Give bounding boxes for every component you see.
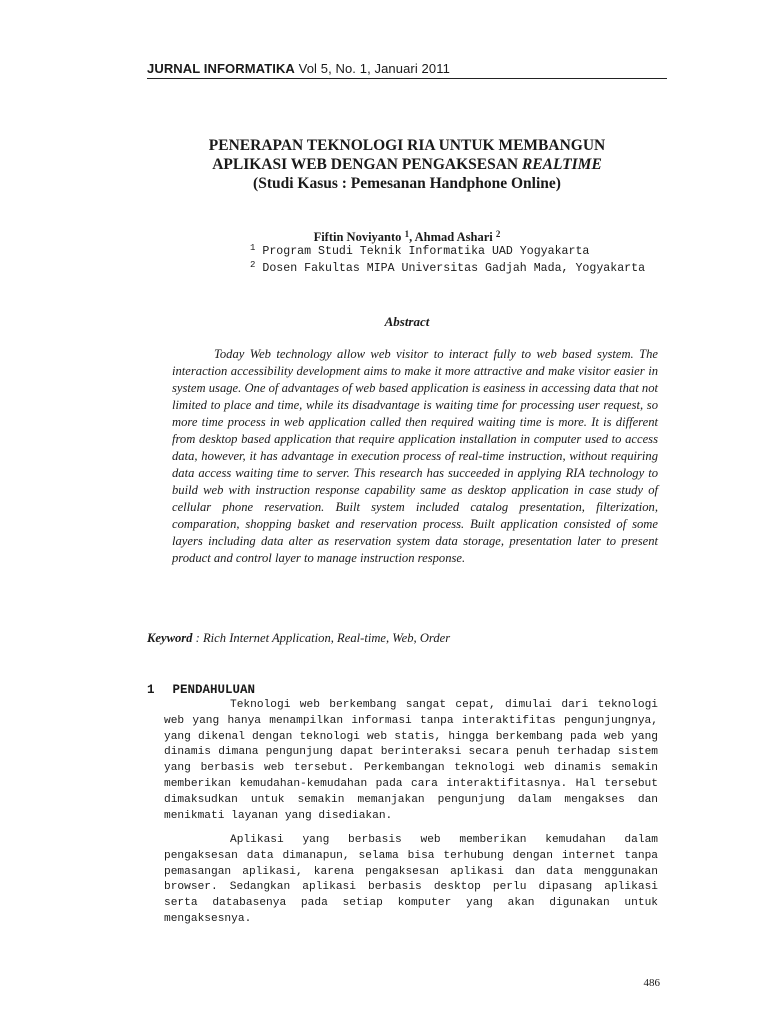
author-names xyxy=(147,229,667,245)
title-line-2 xyxy=(147,155,667,174)
journal-name: JURNAL INFORMATIKA xyxy=(147,61,295,76)
title-line-2-italic: REALTIME xyxy=(521,156,602,173)
paper-title xyxy=(147,136,667,193)
affiliation-1-text: Program Studi Teknik Informatika UAD Yogyakarta xyxy=(262,245,590,258)
affiliation-2-sup: 2 xyxy=(250,260,256,270)
author-block xyxy=(147,229,667,245)
title-line-1: PENERAPAN TEKNOLOGI RIA UNTUK MEMBANGUN xyxy=(208,137,606,154)
keyword-line xyxy=(147,631,667,646)
author-2-name: Ahmad Ashari xyxy=(414,230,493,244)
body-paragraph-2: Aplikasi yang berbasis web memberikan kemudahan dalam pengaksesan data dimanapun, selama bisa terhubung dengan internet tanpa pemasangan aplikasi, karena pengaksesan aplikasi dan data menggunakan browser. Sedangkan aplikasi berbasis desktop perlu dipasang aplikasi serta databasenya pada setiap komputer yang akan digunakan untuk mengaksesnya. xyxy=(164,834,658,925)
affiliation-1 xyxy=(250,245,589,258)
title-line-3: (Studi Kasus : Pemesanan Handphone Online) xyxy=(253,175,561,192)
body-paragraph-1: Teknologi web berkembang sangat cepat, dimulai dari teknologi web yang hanya menampilkan informasi tanpa interaktifitas pengunjungnya, yang dikenal dengan teknologi web statis, hingga berkembang pada web yang dinamis dimana pengunjung dapat berinteraksi secara penuh terhadap sistem yang berbasis web tersebut. Perkembangan teknologi web dinamis semakin memberikan kemudahan-kemudahan pada cara interaktifitasnya. Hal tersebut dimaksudkan untuk semakin memanjakan pengunjung dalam mengakses dan menikmati layanan yang disediakan. xyxy=(164,699,658,822)
page-number: 486 xyxy=(643,977,660,989)
abstract-heading: Abstract xyxy=(384,314,430,329)
abstract-text: Today Web technology allow web visitor to interact fully to web based system. The interaction accessibility development aims to make it more attractive and make visitor easier in system usage. One of advantages of web based application is easiness in accessing data that not limited to place and time, while its disadvantage is waiting time for processing user request, so more time process in web application called then required waiting time is more. It is different from desktop based application that require application installation in computer used to access data, however, it has advantage in execution process of real-time instruction, without requiring data access waiting time to server. This research has succeeded in applying RIA technology to build web with instruction response capability same as desktop application in case study of cellular phone reservation. Built system included catalog presentation, filterization, comparation, shopping basket and reservation process. Built application consisted of some layers including data alter as reservation system data storage, presentation later to present product and control layer to manage instruction response. xyxy=(172,347,658,565)
keyword-label: Keyword xyxy=(147,631,193,645)
author-2-sup: 2 xyxy=(495,229,501,239)
section-title-text: PENDAHULUAN xyxy=(172,683,256,697)
affiliation-1-sup: 1 xyxy=(250,243,256,253)
affiliation-2-text: Dosen Fakultas MIPA Universitas Gadjah Mada, Yogyakarta xyxy=(262,262,646,275)
author-1-name: Fiftin Noviyanto xyxy=(313,230,402,244)
keyword-text: : Rich Internet Application, Real-time, Web, Order xyxy=(192,631,451,645)
affiliation-2 xyxy=(250,262,645,275)
section-heading xyxy=(147,683,255,697)
header-rule xyxy=(147,78,667,79)
title-line-2-text: APLIKASI WEB DENGAN PENGAKSESAN xyxy=(212,156,519,173)
running-header xyxy=(147,61,667,76)
author-separator: , xyxy=(409,230,413,244)
section-number: 1 xyxy=(147,683,155,697)
author-1-sup: 1 xyxy=(404,229,410,239)
journal-issue: Vol 5, No. 1, Januari 2011 xyxy=(298,61,450,76)
